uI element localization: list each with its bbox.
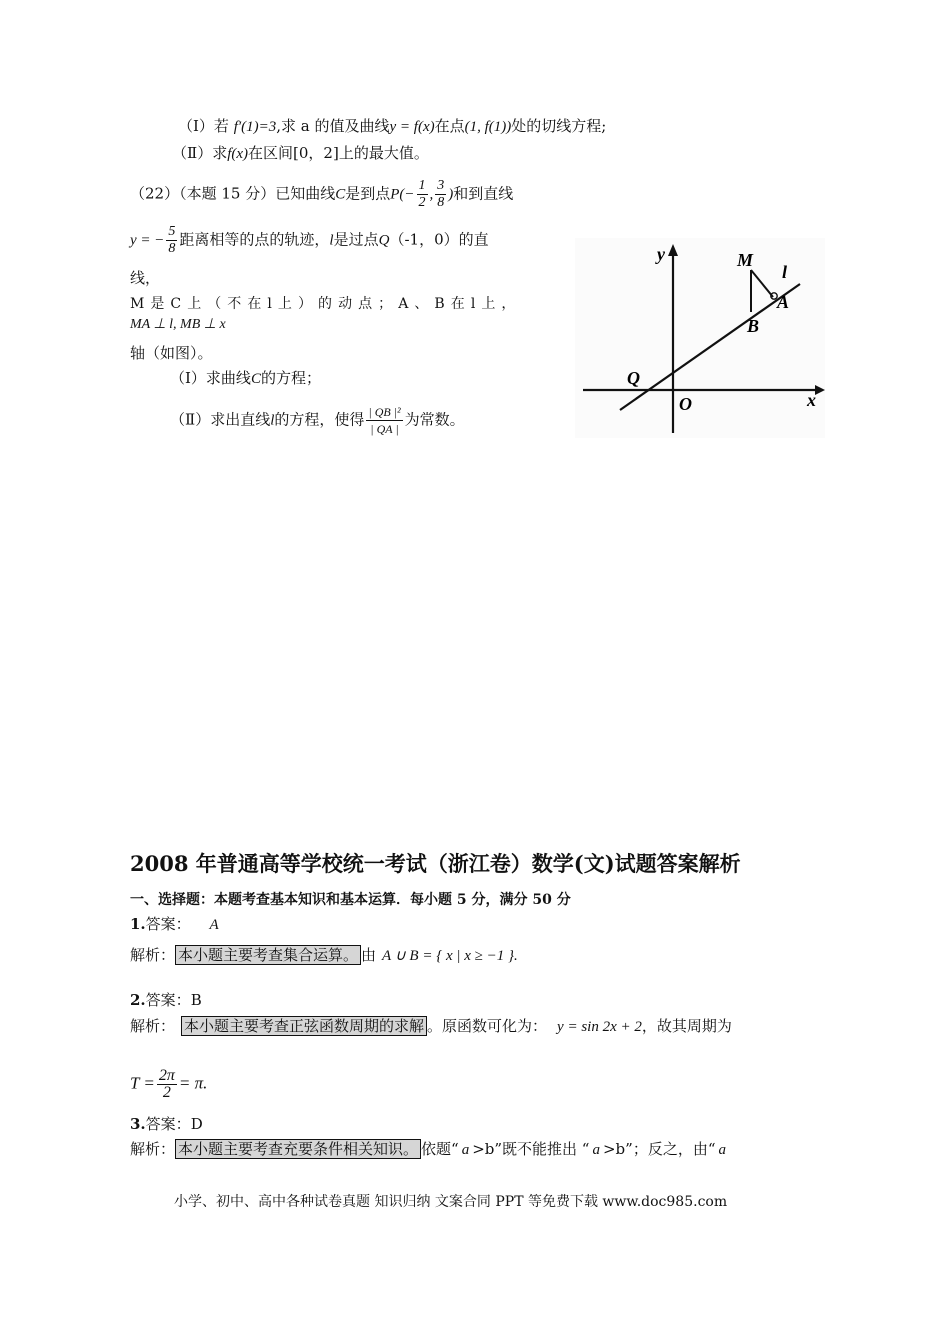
frac-num: 2π <box>158 1067 175 1084</box>
q-i-mid: ,求 a 的值及曲线 <box>276 117 390 135</box>
expl-3-a1: a <box>461 1142 470 1158</box>
answers-title: 2008 年普通高等学校统一考试（浙江卷）数学(文)试题答案解析 <box>130 851 741 876</box>
q22-tail: 和到直线 <box>453 184 514 203</box>
label-q: Q <box>627 368 640 388</box>
expl-3-a3: a <box>718 1142 726 1158</box>
part1-question-I <box>178 116 606 137</box>
sub-ii-end: 为常数。 <box>404 410 465 429</box>
answer-2-label: 答案： <box>145 991 191 1009</box>
expl-3-text3: >b”；反之，由“ <box>602 1140 716 1158</box>
frac-den: 2 <box>162 1084 171 1101</box>
frac-den: | QA | <box>370 422 399 436</box>
label-l: l <box>782 262 788 282</box>
label-x: x <box>807 390 816 410</box>
q-i-expr3: (1, f(1)) <box>464 119 512 135</box>
q22-q-var: Q <box>378 232 390 249</box>
q22-line2-text3: （-1，0）的直 <box>389 230 489 249</box>
expl-1-text: 由 <box>361 946 377 964</box>
sub-ii-text: （Ⅱ）求出直线 <box>170 410 271 429</box>
frac-num: 5 <box>168 224 176 239</box>
q22-comma: , <box>429 186 434 203</box>
q22-sub-II <box>170 404 465 437</box>
q22-sub-I <box>170 368 321 389</box>
explanation-1 <box>130 945 518 966</box>
q22-line2-text: 距离相等的点的轨迹， <box>179 230 330 249</box>
answers-section-heading: 一、选择题：本题考查基本知识和基本运算．每小题 5 分，满分 50 分 <box>130 892 571 908</box>
frac-num: 1 <box>418 178 426 193</box>
expl-1-label: 解析： <box>130 946 176 964</box>
expl-3-a2: a <box>592 1142 600 1158</box>
q22-frac-5-8 <box>166 224 177 257</box>
frac-den: 8 <box>168 241 176 256</box>
answer-3 <box>130 1114 203 1134</box>
expl-3-highlight: 本小题主要考查充要条件相关知识。 <box>175 1139 421 1159</box>
answer-2-num: 2. <box>130 991 146 1009</box>
q22-line6: 轴（如图）。 <box>130 344 213 362</box>
label-m: M <box>737 250 754 270</box>
sub-i-text: （Ⅰ）求曲线 <box>170 369 251 387</box>
label-b: B <box>747 316 760 336</box>
sub-ii-l: l <box>270 412 275 429</box>
expl-2-text2: ，故其周期为 <box>641 1017 732 1035</box>
answer-1 <box>130 914 219 935</box>
q-i-prefix: （Ⅰ）若 <box>178 117 234 135</box>
figure-bg <box>575 238 825 438</box>
q-i-mid2: 在点 <box>434 117 465 135</box>
q22-frac-3-8 <box>435 178 446 211</box>
q22-c: C <box>335 186 346 203</box>
period-frac <box>157 1068 177 1101</box>
answer-2 <box>130 990 202 1010</box>
q-ii-prefix: （Ⅱ）求 <box>172 144 228 162</box>
expl-1-math: A ∪ B = { x | x ≥ −1 }. <box>382 948 518 964</box>
sub-i-c: C <box>250 371 261 387</box>
explanation-2 <box>130 1016 732 1037</box>
answer-3-num: 3. <box>130 1115 146 1133</box>
expl-2-highlight: 本小题主要考查正弦函数周期的求解 <box>181 1016 427 1036</box>
q22-line2-lhs: y = − <box>130 232 165 249</box>
period-t: T = <box>130 1073 155 1093</box>
q22-line1 <box>130 178 513 211</box>
q22-figure <box>575 238 825 438</box>
q-i-suffix: 处的切线方程; <box>511 117 607 135</box>
label-o: O <box>679 394 692 414</box>
q22-l-var: l <box>329 232 334 249</box>
answer-1-label: 答案： <box>145 915 191 933</box>
q-i-expr2: y = f(x) <box>389 119 435 135</box>
frac-den: 8 <box>437 195 445 210</box>
q22-frac-1-2 <box>417 178 428 211</box>
label-a: A <box>777 292 790 312</box>
sub-ii-mid: 的方程，使得 <box>274 410 365 429</box>
q22-p-label: P(− <box>390 186 415 203</box>
expl-3-text2: >b”既不能推出 “ <box>472 1140 590 1158</box>
q-ii-suffix: 在区间[0，2]上的最大值。 <box>248 144 429 162</box>
expl-2-text: 。原函数可化为： <box>427 1017 548 1035</box>
q22-line5: MA ⊥ l, MB ⊥ x <box>130 317 226 332</box>
part1-question-II <box>172 143 429 164</box>
q22-head: （22）（本题 15 分）已知曲线 <box>130 184 336 203</box>
expl-1-highlight: 本小题主要考查集合运算。 <box>175 945 361 965</box>
answer-3-value: D <box>190 1115 203 1133</box>
sub-i-end: 的方程； <box>260 369 321 387</box>
expl-3-label: 解析： <box>130 1140 176 1158</box>
frac-den: 2 <box>418 195 426 210</box>
q22-frac-qb-qa <box>366 404 402 437</box>
label-y: y <box>657 244 665 264</box>
answer-1-value: A <box>209 917 219 933</box>
frac-num: 3 <box>437 178 445 193</box>
page-footer: 小学、初中、高中各种试卷真题 知识归纳 文案合同 PPT 等免费下载 www.doc985.com <box>174 1194 728 1210</box>
q22-line2 <box>130 224 489 257</box>
explanation-3 <box>130 1139 726 1160</box>
q22-line2-text2: 是过点 <box>333 230 379 249</box>
expl-2-label: 解析： <box>130 1017 176 1035</box>
answer-2-value: B <box>190 991 202 1009</box>
expl-3-text: 依题“ <box>421 1140 459 1158</box>
q22-close: ) <box>448 186 454 203</box>
q22-mid1: 是到点 <box>345 184 391 203</box>
frac-num: | QB |² <box>368 405 401 419</box>
expl-2-math: y = sin 2x + 2 <box>557 1019 642 1035</box>
period-end: = π. <box>178 1073 208 1093</box>
q22-line3: 线， <box>130 269 161 287</box>
period-formula <box>130 1068 207 1101</box>
q22-line4: M 是 C 上 （ 不 在 l 上 ） 的 动 点 ； A 、 B 在 l 上 ， <box>130 296 517 312</box>
q-ii-expr: f(x) <box>227 146 249 162</box>
answer-1-num: 1. <box>130 915 146 933</box>
answer-3-label: 答案： <box>145 1115 191 1133</box>
q-i-expr1: f′(1)=3 <box>233 119 277 135</box>
